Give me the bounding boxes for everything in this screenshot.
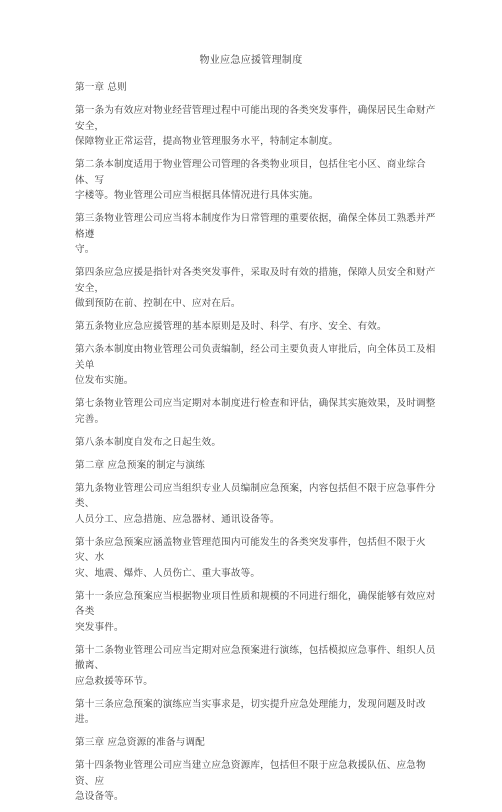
article-paragraph: 第五条物业应急应援管理的基本原则是及时、科学、有序、安全、有效。	[75, 321, 387, 332]
chapter-heading: 第一章 总则	[75, 82, 127, 93]
article-paragraph: 第十二条物业管理公司应当定期对应急预案进行演练，包括模拟应急事件、组织人员撤离、 应急救援等环节。	[75, 644, 436, 687]
article-paragraph: 第四条应急应援是指针对各类突发事件，采取及时有效的措施，保障人员安全和财产安全， 做到预防在前、控制在中、应对在后。	[75, 267, 436, 309]
article-paragraph: 第二条本制度适用于物业管理公司管理的各类物业项目，包括住宅小区、商业综合体、写 字楼等。物业管理公司应当根据具体情况进行具体实施。	[75, 159, 426, 201]
chapter-heading: 第三章 应急资源的准备与调配	[75, 737, 205, 748]
article-paragraph: 第十三条应急预案的演练应当实事求是，切实提升应急处理能力，发现问题及时改进。	[75, 698, 426, 725]
document-body	[75, 80, 439, 812]
chapter-heading: 第二章 应急预案的制定与演练	[75, 459, 205, 471]
article-paragraph: 第七条物业管理公司应当定期对本制度进行检查和评估，确保其实施效果，及时调整完善。	[75, 398, 436, 425]
article-paragraph: 第九条物业管理公司应当组织专业人员编制应急预案，内容包括但不限于应急事件分类、 人员分工、应急措施、应急器材、通讯设备等。	[75, 482, 436, 525]
article-paragraph: 第六条本制度由物业管理公司负责编制，经公司主要负责人审批后，向全体员工及相关单 位发布实施。	[75, 344, 436, 386]
article-paragraph: 第十条应急预案应涵盖物业管理范围内可能发生的各类突发事件，包括但不限于火灾、水 灾、地震、爆炸、人员伤亡、重大事故等。	[75, 536, 426, 579]
article-paragraph: 第八条本制度自发布之日起生效。	[75, 436, 222, 448]
document-title: 物业应急应援管理制度	[199, 55, 303, 66]
article-paragraph: 第三条物业管理公司应当将本制度作为日常管理的重要依据，确保全体员工熟悉并严格遵 守。	[75, 213, 436, 255]
article-paragraph: 第一条为有效应对物业经营管理过程中可能出现的各类突发事件，确保居民生命财产安全， 保障物业正常运营，提高物业管理服务水平，特制定本制度。	[75, 105, 436, 147]
article-paragraph: 第十一条应急预案应当根据物业项目性质和规模的不同进行细化，确保能够有效应对各类 突发事件。	[75, 590, 436, 633]
article-paragraph: 第十四条物业管理公司应当建立应急资源库，包括但不限于应急救援队伍、应急物资、应 急设备等。	[75, 760, 426, 802]
